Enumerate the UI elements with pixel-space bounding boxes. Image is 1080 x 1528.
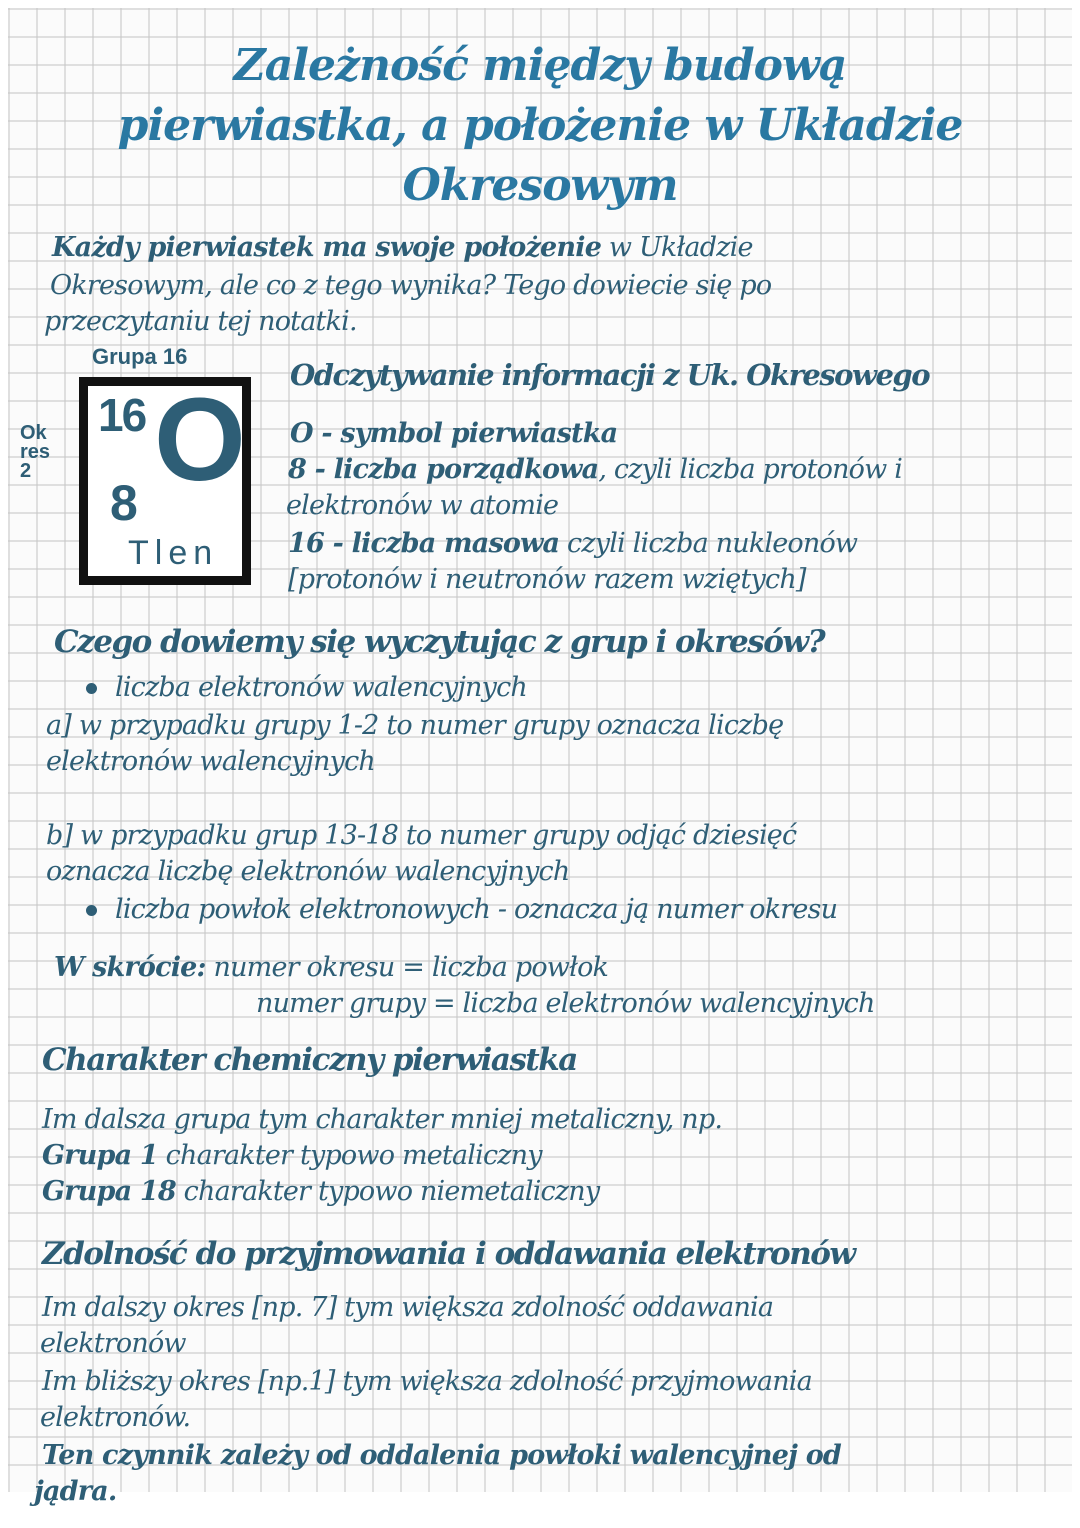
atomic-number: 8 (110, 475, 138, 531)
group-1-label: Grupa 1 (42, 1140, 158, 1171)
group-18-label: Grupa 18 (42, 1176, 176, 1207)
bullet-valence (86, 672, 527, 703)
electrons-line-4: elektronów. (40, 1402, 191, 1433)
point-a-line-2: elektronów walencyjnych (46, 746, 376, 777)
electrons-line-2: elektronów (40, 1328, 186, 1359)
electrons-line-6: jądra. (34, 1476, 117, 1507)
groups-heading: Czego dowiemy się wyczytując z grup i okresów? (54, 624, 825, 660)
bullet-text: liczba powłok elektronowych - oznacza ją numer okresu (115, 894, 838, 925)
electrons-line-5: Ten czynnik zależy od oddalenia powłoki walencyjnej od (42, 1440, 841, 1471)
group-label: Grupa 16 (92, 344, 188, 369)
reading-item-continuation: [protonów i neutronów razem wziętych] (288, 564, 806, 595)
electrons-line-3: Im bliższy okres [np.1] tym większa zdolność przyjmowania (42, 1366, 812, 1397)
intro-rest: w Układzie (601, 232, 753, 263)
electrons-heading: Zdolność do przyjmowania i oddawania elektronów (42, 1236, 855, 1272)
summary-label: W skrócie: (54, 952, 206, 983)
point-b-line-2: oznacza liczbę elektronów walencyjnych (46, 856, 570, 887)
bullet-shells (86, 894, 837, 925)
character-line-1: Im dalsza grupa tym charakter mniej metaliczny, np. (42, 1104, 723, 1135)
intro-line-2: Okresowym, ale co z tego wynika? Tego dowiecie się po (50, 270, 772, 301)
period-label-part: res (20, 441, 51, 463)
point-b-line-1: b] w przypadku grup 13-18 to numer grupy odjąć dziesięć (46, 820, 797, 851)
intro-line-1 (52, 232, 753, 263)
character-heading: Charakter chemiczny pierwiastka (42, 1042, 577, 1078)
electrons-line-1: Im dalszy okres [np. 7] tym większa zdolność oddawania (42, 1292, 774, 1323)
reading-item-bold: 8 - liczba porządkowa (288, 454, 599, 485)
group-18-text: charakter typowo niemetaliczny (175, 1176, 600, 1207)
reading-item-rest: , czyli liczba protonów i (598, 454, 903, 485)
element-name: Tlen (128, 534, 219, 572)
reading-item-atomic-number (288, 454, 902, 485)
period-label-part: 2 (20, 460, 32, 482)
point-a-line-1: a] w przypadku grupy 1-2 to numer grupy oznacza liczbę (46, 710, 784, 741)
title-line-2: pierwiastka, a położenie w Układzie (117, 100, 963, 151)
reading-item-symbol: O - symbol pierwiastka (290, 418, 618, 449)
element-tile-oxygen (79, 374, 251, 585)
reading-item-rest: czyli liczba nukleonów (559, 528, 858, 559)
title-line-3: Okresowym (402, 160, 678, 211)
character-line-2 (42, 1140, 542, 1171)
summary-line-1 (54, 952, 608, 983)
intro-line-3: przeczytaniu tej notatki. (44, 306, 357, 337)
reading-item-bold: 16 - liczba masowa (288, 528, 560, 559)
group-1-text: charakter typowo metaliczny (157, 1140, 542, 1171)
summary-line-2: numer grupy = liczba elektronów walencyjnych (256, 988, 875, 1019)
bullet-icon (86, 683, 97, 694)
reading-item-mass-number (288, 528, 857, 559)
period-label (20, 424, 50, 481)
summary-text: numer okresu = liczba powłok (205, 952, 609, 983)
bullet-text: liczba elektronów walencyjnych (115, 672, 527, 703)
character-line-3 (42, 1176, 599, 1207)
element-symbol: O (154, 374, 246, 506)
reading-heading: Odczytywanie informacji z Uk. Okresowego (290, 358, 930, 392)
bullet-icon (86, 905, 97, 916)
period-label-part: Ok (20, 422, 47, 444)
title-line-1: Zależność między budową (233, 40, 847, 91)
intro-bold: Każdy pierwiastek ma swoje położenie (52, 232, 602, 263)
reading-item-continuation: elektronów w atomie (286, 490, 559, 521)
mass-number: 16 (98, 389, 146, 441)
